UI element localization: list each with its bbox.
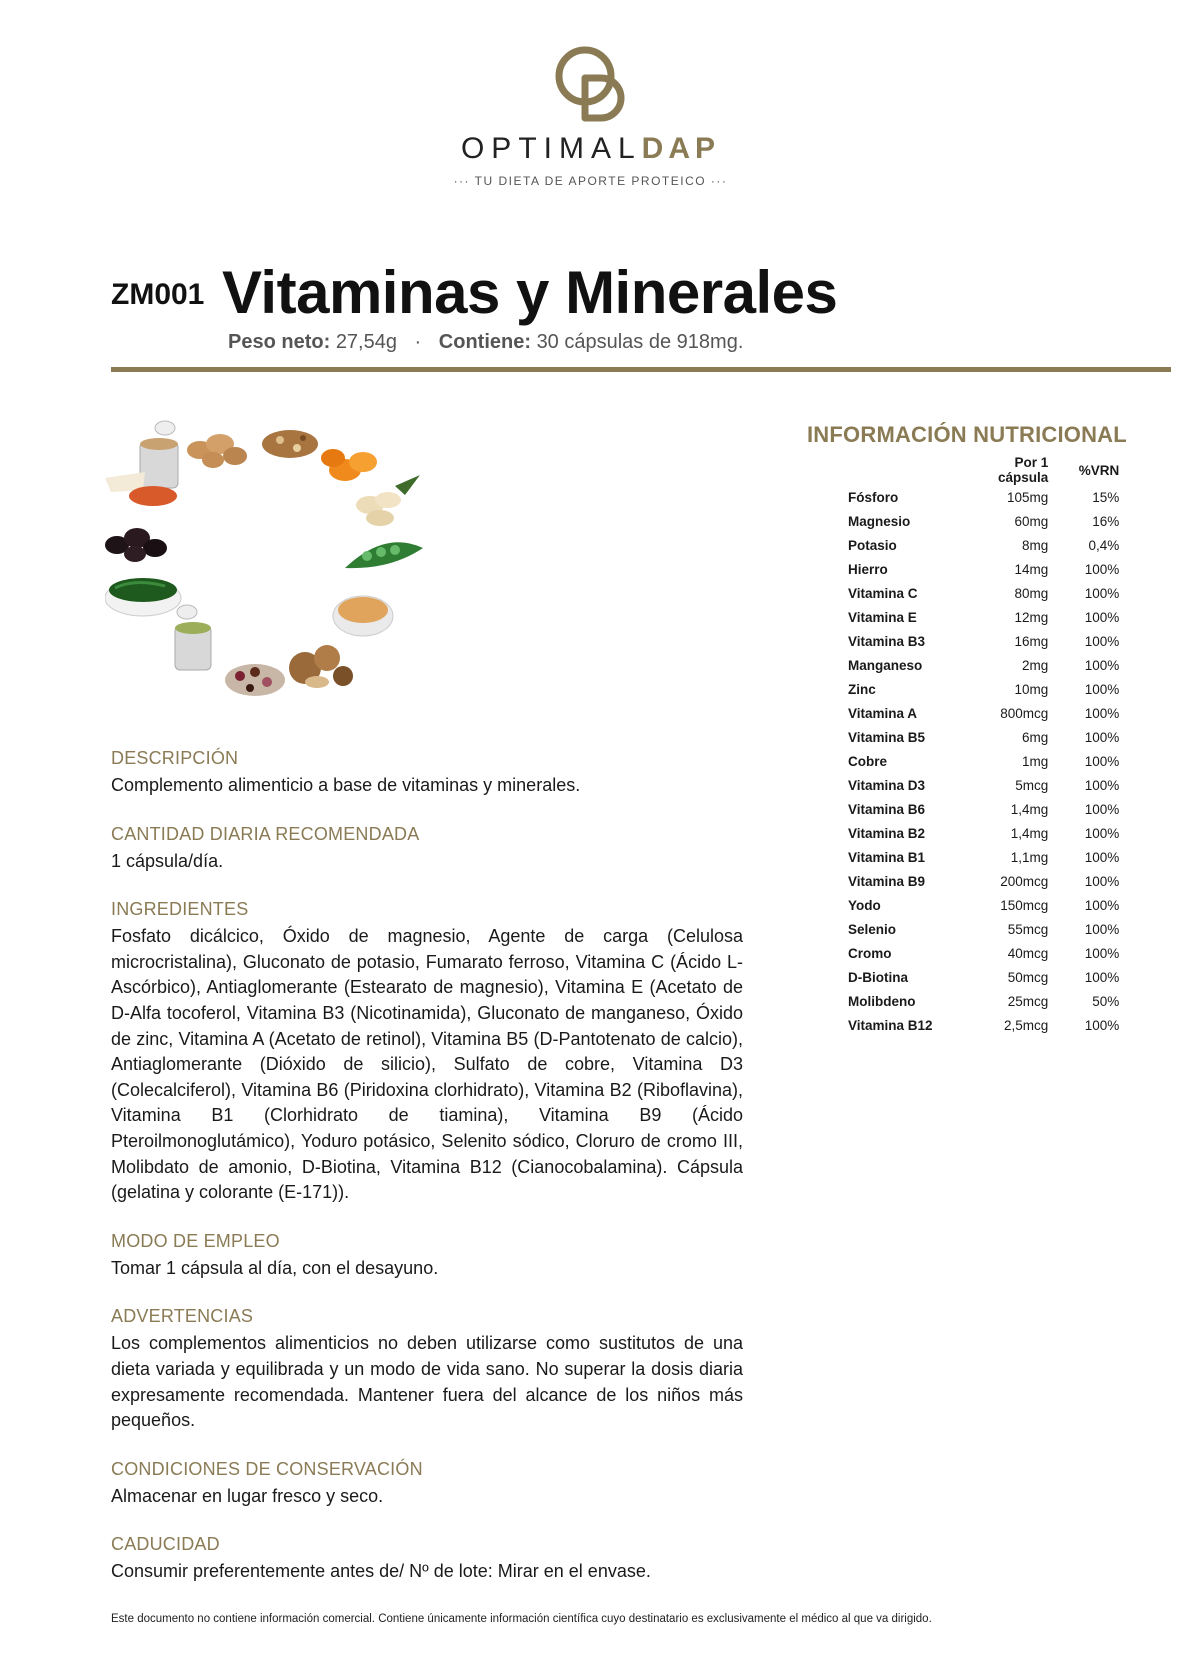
section-title: CADUCIDAD [111, 1534, 220, 1555]
section-text: Los complementos alimenticios no deben utilizarse como sustitutos de una dieta variada y equilibrada y un modo de vida sano. No superar la dosis diaria expresamente recomendada. Mantener fuera del alcance de los niños más pequeños. [111, 1333, 743, 1431]
nutrition-row [848, 749, 1119, 773]
nutrient-vrn: 100% [1084, 705, 1120, 721]
section-title: CONDICIONES DE CONSERVACIÓN [111, 1458, 423, 1479]
nutrient-amount: 105mg [1007, 489, 1049, 505]
dried-apricots-icon [321, 449, 377, 481]
section-text: Almacenar en lugar fresco y seco. [111, 1485, 384, 1506]
subtitle-separator: · [414, 331, 422, 353]
nutrition-row [848, 821, 1119, 845]
nutrient-vrn: 100% [1084, 561, 1120, 577]
section-title: CANTIDAD DIARIA RECOMENDADA [111, 823, 420, 844]
nutrient-vrn: 100% [1084, 921, 1120, 937]
nutrient-amount: 2mg [1022, 657, 1049, 673]
nutrient-amount: 14mg [1014, 561, 1049, 577]
nutrition-row [848, 773, 1119, 797]
nutrient-name: Vitamina B2 [848, 825, 926, 841]
nutrient-name: Cromo [848, 945, 892, 961]
nutrient-amount: 1,1mg [1010, 849, 1049, 865]
potatoes-icon [187, 434, 247, 468]
nutrient-vrn: 100% [1084, 873, 1120, 889]
peas-icon [345, 542, 423, 568]
nutrition-row [848, 725, 1119, 749]
nutrition-row [848, 677, 1119, 701]
granola-icon [262, 430, 318, 458]
brand-tagline: ··· TU DIETA DE APORTE PROTEICO ··· [453, 174, 728, 188]
title-divider [111, 367, 1171, 372]
contains-label: Contiene: [438, 331, 531, 353]
nutrition-row [848, 557, 1119, 581]
nutrient-amount: 6mg [1022, 729, 1049, 745]
vrn-column-header: %VRN [1078, 462, 1120, 478]
section-conservacion [111, 1459, 743, 1510]
nutrient-amount: 8mg [1022, 537, 1049, 553]
nutrient-name: Vitamina B3 [848, 633, 926, 649]
nutrition-row [848, 485, 1119, 509]
weight-label: Peso neto: [228, 331, 331, 353]
section-title: DESCRIPCIÓN [111, 748, 239, 768]
nutrient-amount: 80mg [1014, 585, 1049, 601]
hummus-bowl-icon [333, 596, 393, 636]
walnuts-icon [289, 645, 353, 688]
nutrient-vrn: 100% [1084, 633, 1120, 649]
nutrition-row [848, 845, 1119, 869]
nutrient-name: Vitamina D3 [848, 777, 926, 793]
nutrient-amount: 5mcg [1015, 777, 1049, 793]
nutrient-name: Zinc [848, 681, 876, 697]
nutrient-name: Manganeso [848, 657, 923, 673]
brand-logo [0, 40, 1181, 188]
section-caducidad [111, 1534, 743, 1585]
product-title: Vitaminas y Minerales [222, 259, 838, 326]
brand-name [0, 132, 1181, 166]
brand-name-part1: OPTIMAL [460, 132, 642, 165]
nutrient-amount: 1,4mg [1010, 801, 1049, 817]
nutrient-amount: 1mg [1022, 753, 1049, 769]
nutrition-row [848, 1013, 1119, 1037]
nutrient-amount: 60mg [1014, 513, 1049, 529]
nutrient-name: Vitamina B12 [848, 1017, 933, 1033]
section-text: 1 cápsula/día. [111, 850, 224, 871]
product-subtitle [228, 331, 743, 354]
canned-chickpeas-icon [140, 421, 178, 488]
nutrient-column-header [848, 455, 998, 485]
section-advertencias [111, 1306, 743, 1433]
nutrient-vrn: 100% [1084, 801, 1120, 817]
nutrition-row [848, 893, 1119, 917]
section-descripcion [111, 748, 743, 799]
nutrition-row [848, 965, 1119, 989]
contains-value: 30 cápsulas de 918mg. [536, 331, 744, 353]
nutrient-amount: 50mcg [1007, 969, 1049, 985]
nutrient-name: Hierro [848, 561, 888, 577]
nutrition-row [848, 869, 1119, 893]
nutrient-name: Fósforo [848, 489, 899, 505]
nutrition-row [848, 581, 1119, 605]
canned-beans-icon [175, 605, 211, 670]
nutrition-row [848, 917, 1119, 941]
nutrient-amount: 2,5mcg [1004, 1017, 1049, 1033]
section-text: Tomar 1 cápsula al día, con el desayuno. [111, 1257, 439, 1278]
od-monogram-icon [551, 40, 631, 124]
nutrient-amount: 10mg [1014, 681, 1049, 697]
section-text: Complemento alimenticio a base de vitaminas y minerales. [111, 775, 581, 795]
section-title: INGREDIENTES [111, 899, 249, 920]
nutrient-vrn: 15% [1092, 489, 1120, 505]
nutrient-name: Vitamina B1 [848, 849, 926, 865]
section-ingredientes [111, 899, 743, 1206]
nutrient-vrn: 100% [1084, 825, 1120, 841]
product-details [111, 748, 743, 1610]
nutrient-vrn: 100% [1084, 753, 1120, 769]
nutrient-name: Yodo [848, 897, 881, 913]
nutrient-amount: 40mcg [1007, 945, 1049, 961]
nutrient-vrn: 100% [1084, 609, 1120, 625]
nutrient-vrn: 100% [1084, 1017, 1120, 1033]
food-collage-image [105, 420, 450, 720]
nutrient-name: Vitamina C [848, 585, 918, 601]
nutrient-amount: 16mg [1014, 633, 1049, 649]
nutrient-vrn: 100% [1084, 777, 1120, 793]
nutrition-row [848, 509, 1119, 533]
nutrient-vrn: 0,4% [1088, 537, 1120, 553]
nutrition-row [848, 629, 1119, 653]
mixed-beans-icon [225, 664, 285, 696]
amount-column-header: Por 1 cápsula [998, 455, 1049, 485]
nutrient-name: Vitamina B9 [848, 873, 926, 889]
nutrition-row [848, 701, 1119, 725]
nutrient-amount: 200mcg [1000, 873, 1049, 889]
section-title: ADVERTENCIAS [111, 1306, 254, 1327]
nutrient-amount: 1,4mg [1010, 825, 1049, 841]
nutrition-title: INFORMACIÓN NUTRICIONAL [807, 422, 1127, 447]
nutrient-vrn: 50% [1092, 993, 1120, 1009]
nutrient-name: Vitamina E [848, 609, 917, 625]
nutrient-name: Vitamina B5 [848, 729, 926, 745]
nutrient-name: Magnesio [848, 513, 911, 529]
nutrition-table [848, 455, 1119, 1037]
nutrition-row [848, 941, 1119, 965]
nutrient-name: Selenio [848, 921, 897, 937]
nutrient-vrn: 100% [1084, 969, 1120, 985]
nutrition-row [848, 605, 1119, 629]
legal-footer: Este documento no contiene información comercial. Contiene únicamente información científica cuyo destinatario es exclusivamente el médico al que va dirigido. [111, 1613, 932, 1625]
nutrient-name: D-Biotina [848, 969, 908, 985]
nutrient-name: Vitamina A [848, 705, 918, 721]
nutrient-vrn: 16% [1092, 513, 1120, 529]
brand-name-part2: DAP [641, 132, 721, 165]
seaweed-salad-icon [105, 578, 181, 616]
section-title: MODO DE EMPLEO [111, 1230, 280, 1251]
nutrient-name: Potasio [848, 537, 897, 553]
nutrition-row [848, 653, 1119, 677]
nutrition-row [848, 989, 1119, 1013]
section-text: Fosfato dicálcico, Óxido de magnesio, Agente de carga (Celulosa microcristalina), Gluconato de potasio, Fumarato ferroso, Vitamina C (Ácido L-Ascórbico), Antiaglomerante (Estearato de magnesio), Vitamina E (Acetato de D-Alfa tocoferol, Vitamina B3 (Nicotinamida), Gluconato de manganeso, Óxido de zinc, Vitamina A (Acetato de retinol), Vitamina B5 (D-Pantotenato de calcio), Antiaglomerante (Dióxido de silicio), Sulfato de cobre, Vitamina D3 (Colecalciferol), Vitamina B6 (Piridoxina clorhidrato), Vitamina B2 (Riboflavina), Vitamina B1 (Clorhidrato de tiamina), Vitamina B9 (Ácido Pteroilmonoglutámico), Yoduro potásico, Selenito sódico, Cloruro de cromo III, Molibdato de amonio, D-Biotina, Vitamina B12 (Cianocobalamina). Cápsula (gelatina y colorante (E-171)). [111, 926, 743, 1203]
nutrient-vrn: 100% [1084, 681, 1120, 697]
nutrient-name: Molibdeno [848, 993, 916, 1009]
nutrient-name: Cobre [848, 753, 888, 769]
prunes-icon [105, 528, 167, 562]
nutrition-row [848, 797, 1119, 821]
nutrient-name: Vitamina B6 [848, 801, 926, 817]
nutrient-amount: 150mcg [1000, 897, 1049, 913]
cashews-icon [356, 475, 420, 526]
nutrient-amount: 12mg [1014, 609, 1049, 625]
product-code: ZM001 [111, 278, 205, 311]
section-cantidad [111, 824, 743, 875]
weight-value: 27,54g [335, 331, 397, 353]
nutrient-vrn: 100% [1084, 849, 1120, 865]
section-text: Consumir preferentemente antes de/ Nº de lote: Mirar en el envase. [111, 1561, 651, 1582]
section-modo [111, 1231, 743, 1282]
nutrient-amount: 55mcg [1007, 921, 1049, 937]
nutrient-vrn: 100% [1084, 945, 1120, 961]
nutrient-amount: 800mcg [1000, 705, 1049, 721]
nutrient-vrn: 100% [1084, 729, 1120, 745]
nutrition-header-row [848, 455, 1119, 485]
nutrient-vrn: 100% [1084, 897, 1120, 913]
nutrient-amount: 25mcg [1007, 993, 1049, 1009]
nutrition-row [848, 533, 1119, 557]
nutrient-vrn: 100% [1084, 657, 1120, 673]
nutrient-vrn: 100% [1084, 585, 1120, 601]
